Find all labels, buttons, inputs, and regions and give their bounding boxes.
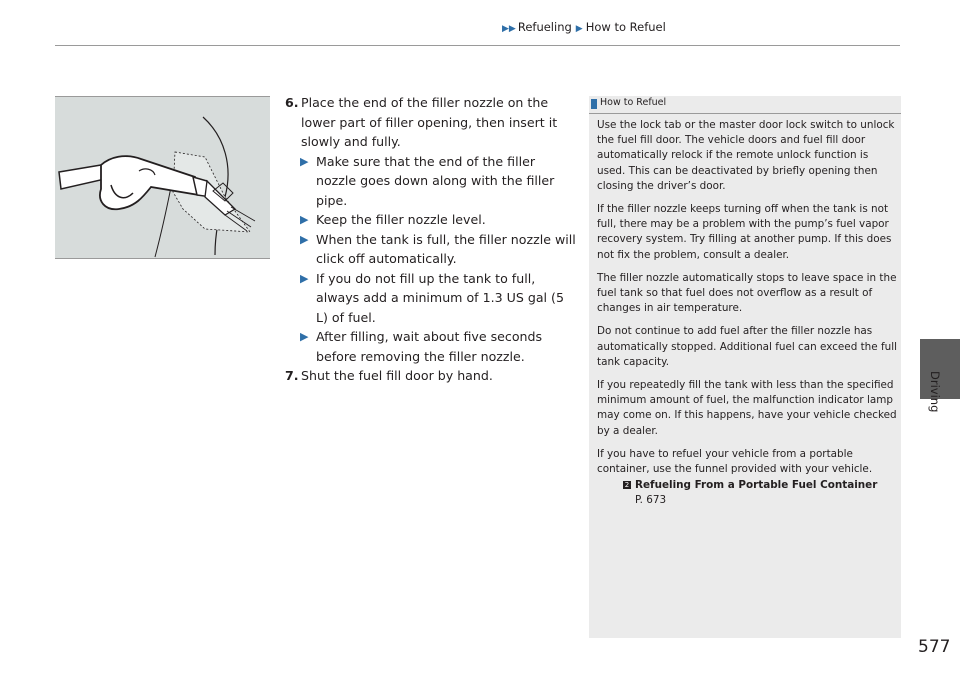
bullet-arrow-icon: ▶	[300, 154, 309, 168]
side-note-title: How to Refuel	[600, 97, 667, 108]
step-bullet: ▶ Keep the filler nozzle level.	[285, 210, 577, 230]
breadcrumb	[502, 20, 666, 34]
bullet-arrow-icon: ▶	[300, 232, 309, 246]
note-paragraph: The filler nozzle automatically stops to leave space in the fuel tank so that fuel does not overflow as a result of changes in air temperature.	[597, 271, 897, 315]
fuel-nozzle-illustration	[55, 97, 270, 258]
step-7	[285, 366, 577, 386]
bullet-arrow-icon: ▶	[300, 330, 309, 343]
bullet-arrow-icon: ▶	[300, 271, 309, 285]
side-note-body	[597, 118, 897, 509]
step-6	[285, 93, 577, 152]
step-bullet: ▶ When the tank is full, the filler nozzle will click off automatically.	[300, 231, 576, 266]
step-bullet: ▶ After filling, wait about five seconds before removing the filler nozzle.	[300, 329, 543, 364]
step-text: Place the end of the filler nozzle on the lower part of filler opening, then insert it slowly and fully.	[301, 95, 558, 149]
cross-reference-link[interactable]	[597, 478, 897, 508]
cross-reference-page[interactable]: P. 673	[635, 494, 667, 507]
fuel-nozzle-figure	[55, 96, 270, 259]
step-number: 7.	[285, 368, 299, 383]
breadcrumb-item-refueling[interactable]: Refueling	[517, 20, 572, 34]
note-paragraph: Use the lock tab or the master door lock switch to unlock the fuel fill door. The vehicle doors and fuel fill door automatically relock if the remote unlock function is used. This can be deactivated by briefly opening then closing the driver’s door.	[597, 119, 895, 192]
cross-reference-title[interactable]: Refueling From a Portable Fuel Container	[635, 479, 878, 492]
note-marker-icon	[591, 99, 597, 109]
header-divider	[55, 45, 900, 46]
breadcrumb-arrow-icon: ▶▶	[502, 24, 516, 34]
note-paragraph: Do not continue to add fuel after the filler nozzle has automatically stopped. Additional fuel can exceed the full tank capacity.	[597, 325, 897, 368]
side-note-header	[589, 96, 901, 114]
side-note-panel	[589, 96, 901, 638]
step-bullet: ▶ Make sure that the end of the filler nozzle goes down along with the filler pipe.	[300, 153, 555, 208]
instruction-steps	[285, 93, 577, 386]
step-bullet: ▶ If you do not fill up the tank to full, always add a minimum of 1.3 US gal (5 L) of fuel.	[300, 270, 564, 325]
breadcrumb-item-how-to-refuel[interactable]: How to Refuel	[585, 20, 666, 34]
note-paragraph: If you repeatedly fill the tank with less than the specified minimum amount of fuel, the malfunction indicator lamp may come on. If this happens, have your vehicle checked by a dealer.	[597, 379, 897, 437]
section-tab-label: Driving	[928, 371, 942, 413]
breadcrumb-arrow-icon: ▶	[575, 24, 583, 34]
side-note-divider	[589, 113, 901, 114]
step-number: 6.	[285, 95, 299, 110]
note-paragraph: If the filler nozzle keeps turning off when the tank is not full, there may be a problem with the pump’s fuel vapor recovery system. Try filling at another pump. If this does not fix the problem, consult a dealer.	[597, 203, 892, 261]
page-number: 577	[918, 637, 951, 657]
step-text: Shut the fuel fill door by hand.	[301, 368, 493, 383]
reference-arrow-icon: 2	[624, 481, 630, 490]
bullet-arrow-icon: ▶	[300, 213, 309, 226]
note-paragraph: If you have to refuel your vehicle from a portable container, use the funnel provided with your vehicle.	[597, 447, 873, 476]
